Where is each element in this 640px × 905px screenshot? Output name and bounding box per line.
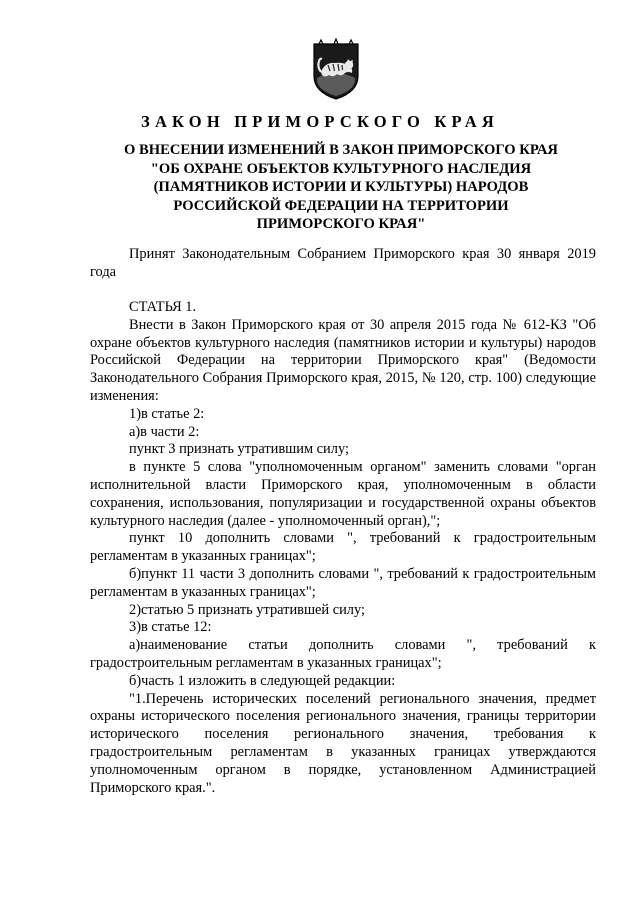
subtitle-line: "ОБ ОХРАНЕ ОБЪЕКТОВ КУЛЬТУРНОГО НАСЛЕДИЯ	[150, 160, 532, 177]
article-body	[90, 299, 596, 797]
subtitle-line: РОССИЙСКОЙ ФЕДЕРАЦИИ НА ТЕРРИТОРИИ	[173, 197, 509, 214]
article-paragraph: "1.Перечень исторических поселений регионального значения, предмет охраны исторического поселения регионального значения, границы территории исторического поселения регионального значения, требования к градостроительным регламентам в указанных границах утверждаются уполномоченным органом в порядке, установленном Администрацией Приморского края.".	[90, 690, 596, 796]
subtitle-line: (ПАМЯТНИКОВ ИСТОРИИ И КУЛЬТУРЫ) НАРОДОВ	[153, 179, 529, 196]
article-heading: СТАТЬЯ 1.	[129, 299, 197, 315]
subtitle-line: ПРИМОРСКОГО КРАЯ"	[256, 216, 426, 233]
article-paragraph: а)наименование статьи дополнить словами ", требований к градостроительным регламентам в указанных границах";	[90, 637, 596, 671]
primorsky-krai-coat-of-arms-tiger-icon	[311, 38, 361, 100]
article-paragraph: 3)в статье 12:	[129, 619, 212, 636]
article-paragraph: пункт 3 признать утратившим силу;	[129, 441, 349, 458]
article-paragraph: Внести в Закон Приморского края от 30 апреля 2015 года № 612-КЗ "Об охране объектов культурного наследия (памятников истории и культуры) народов Российской Федерации на территории Приморского края" (Ведомости Законодательного Собрания Приморского края, 2015, № 120, стр. 100) следующие изменения:	[90, 316, 596, 404]
article-paragraph: б)часть 1 изложить в следующей редакции:	[129, 672, 396, 689]
article-paragraph: в пункте 5 слова "уполномоченным органом" заменить словами "орган исполнительной власти Приморского края, уполномоченным в области сохранения, использования, популяризации и государственной охраны объектов культурного наследия (далее - уполномоченный орган),";	[90, 459, 596, 529]
article-paragraph: б)пункт 11 части 3 дополнить словами ", требований к градостроительным регламентам в указанных границах";	[90, 565, 596, 600]
article-paragraph: пункт 10 дополнить словами ", требований к градостроительным регламентам в указанных границах";	[90, 530, 596, 565]
article-paragraph: 2)статью 5 признать утратившей силу;	[129, 601, 365, 618]
article-paragraph: а)в части 2:	[129, 423, 200, 440]
law-subtitle	[90, 141, 592, 234]
article-paragraph: 1)в статье 2:	[129, 405, 205, 422]
subtitle-line: О ВНЕСЕНИИ ИЗМЕНЕНИЙ В ЗАКОН ПРИМОРСКОГО КРАЯ	[124, 142, 558, 158]
adoption-text: Принят Законодательным Собранием Приморского края 30 января 2019 года	[90, 246, 596, 280]
law-title: ЗАКОН ПРИМОРСКОГО КРАЯ	[141, 112, 499, 131]
adoption-statement	[90, 246, 596, 282]
